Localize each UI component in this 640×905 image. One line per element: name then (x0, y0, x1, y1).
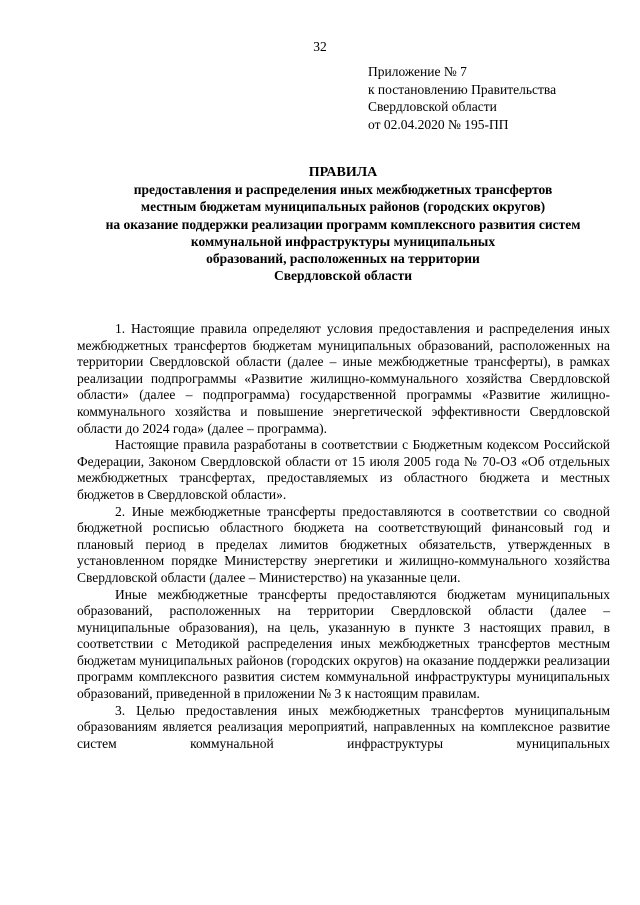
title-main: ПРАВИЛА (308, 165, 378, 180)
document-title (60, 164, 626, 284)
title-line: местным бюджетам муниципальных районов (городских округов) (140, 199, 546, 215)
document-body (77, 321, 610, 752)
paragraph: 2. Иные межбюджетные трансферты предоставляются в соответствии со сводной бюджетной росписью областного бюджета на соответствующий финансовый год и плановый период в пределах лимитов бюджетных обязательств, утвержденных в установленном порядке Министерству энергетики и жилищно-коммунального хозяйства Свердловской области (далее – Министерство) на указанные цели. (77, 503, 610, 585)
appendix-header (368, 63, 628, 133)
paragraph: 3. Целью предоставления иных межбюджетных трансфертов муниципальным образованиям является реализация мероприятий, направленных на комплексное развитие систем коммунальной инфраструктуры муниципальных (77, 702, 610, 751)
title-line: Свердловской области (273, 268, 413, 284)
paragraph: Иные межбюджетные трансферты предоставляются бюджетам муниципальных образований, расположенных на территории Свердловской области (далее – муниципальные образования), на цель, указанную в пункте 3 настоящих правил, в соответствии с Методикой распределения иных межбюджетных трансфертов местным бюджетам муниципальных районов (городских округов) на оказание поддержки реализации программ комплексного развития систем коммунальной инфраструктуры муниципальных образований, приведенной в приложении № 3 к настоящим правилам. (77, 586, 610, 702)
title-line: образований, расположенных на территории (206, 251, 480, 267)
appendix-line: от 02.04.2020 № 195-ПП (368, 116, 509, 132)
page-number: 32 (313, 39, 327, 54)
title-line: на оказание поддержки реализации программ комплексного развития систем (105, 216, 581, 232)
appendix-line: Приложение № 7 (368, 64, 467, 79)
paragraph: Настоящие правила разработаны в соответствии с Бюджетным кодексом Российской Федерации, Законом Свердловской области от 15 июля 2005 года № 70-ОЗ «Об отдельных межбюджетных трансфертах, предоставляемых из областного бюджета и местных бюджетов в Свердловской области». (77, 437, 610, 502)
title-line: коммунальной инфраструктуры муниципальных (190, 233, 496, 249)
appendix-line: Свердловской области (368, 99, 497, 114)
paragraph: 1. Настоящие правила определяют условия предоставления и распределения иных межбюджетных трансфертов бюджетам муниципальных образований, расположенных на территории Свердловской области (далее – иные межбюджетные трансферты), в рамках реализации подпрограммы «Развитие жилищно-коммунального хозяйства Свердловской области» (далее – подпрограмма) государственной программы «Развитие жилищно-коммунального хозяйства и повышение энергетической эффективности Свердловской области до 2024 года» (далее – программа). (77, 321, 610, 436)
title-line: предоставления и распределения иных межбюджетных трансфертов (133, 182, 553, 198)
appendix-line: к постановлению Правительства (368, 81, 557, 97)
